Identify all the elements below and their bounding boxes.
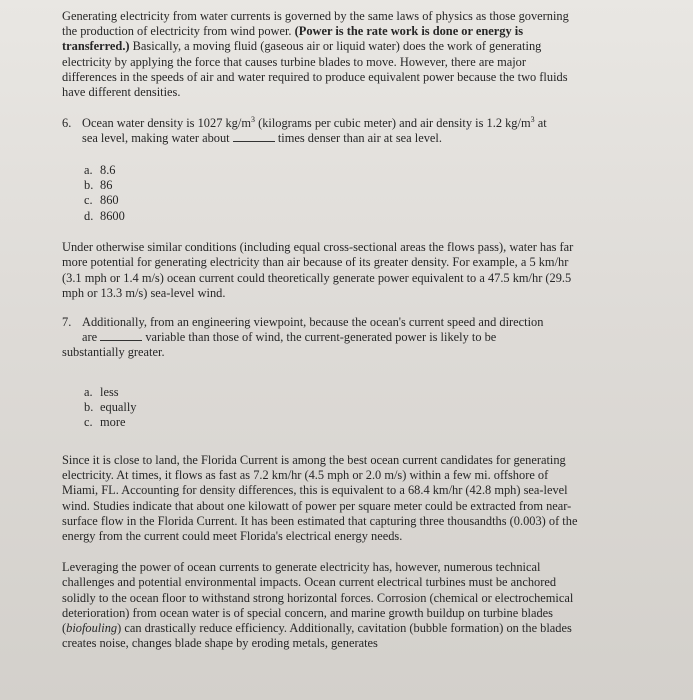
question-7-options xyxy=(62,385,673,431)
option-6d[interactable]: d. 8600 xyxy=(84,208,125,223)
question-6-number: 6. xyxy=(62,116,72,131)
option-6a[interactable]: a. 8.6 xyxy=(84,162,116,177)
option-7c[interactable]: c. more xyxy=(84,415,126,430)
option-6b[interactable]: b. 86 xyxy=(84,178,113,193)
question-7-number: 7. xyxy=(62,315,72,330)
intro-lead: Generating electricity from water currents is governed by the same laws of physics as those governing the production of electricity from wind power. xyxy=(62,9,569,39)
paragraph-challenges: Leveraging the power of ocean currents to generate electricity has, however, numerous technical challenges and potential environmental impacts. Ocean current electrical turbines must be anchored solidly to the ocean floor to withstand strong horizontal forces. Corrosion (chemical or electrochemical deterioration) from ocean water is of special concern, and marine growth buildup on turbine blades (biofouling) can drastically reduce efficiency. Additionally, cavitation (bubble formation) on the blades creates noise, changes blade shape by eroding metals, generates xyxy=(62,560,574,651)
option-6c[interactable]: c. 860 xyxy=(84,193,119,208)
question-7-text: Additionally, from an engineering viewpoint, because the ocean's current speed and direction xyxy=(82,315,544,330)
paragraph-florida-current: Since it is close to land, the Florida Current is among the best ocean current candidates for generating electricity. At times, it flows as fast as 7.2 km/hr (4.5 mph or 2.0 m/s) within a few mi. offshore of Miami, FL. Accounting for density differences, this is equivalent to a 68.4 km/hr (42.8 mph) sea-level wind. Studies indicate that about one kilowatt of power per square meter could be extracted from near-surface flow in the Florida Current. It has been estimated that capturing three thousandths (0.003) of the energy from the current could meet Florida's electrical energy needs. xyxy=(62,452,578,543)
paragraph-density: Under otherwise similar conditions (including equal cross-sectional areas the flows pass), water has far more potential for generating electricity than air because of its greater density. For example, a 5 km/hr (3.1 mph or 1.4 m/s) ocean current could theoretically generate power equivalent to a 47.5 km/hr (29.5 mph or 13.3 m/s) sea-level wind. xyxy=(62,240,574,300)
question-6-options xyxy=(62,163,673,225)
question-7: 7. Additionally, from an engineering viewpoint, because the ocean's current speed and direction are variable than those of wind, the current-generated power is likely to be substantially greater. a. less b. equally c. more xyxy=(62,315,673,431)
question-6-text: Ocean water density is 1027 $kg/m^3$ (kilograms per cubic meter) and air density is 1.2 $kg/m^3$ at sea level, making water about times denser than air at sea level. xyxy=(82,115,547,146)
option-7a[interactable]: a. less xyxy=(84,384,119,399)
power-definition: (Power is the rate work is done or energy is transferred.) xyxy=(62,24,524,54)
answer-blank-6[interactable] xyxy=(233,131,275,142)
question-6 xyxy=(62,116,673,224)
intro-paragraph xyxy=(62,9,582,100)
option-7b[interactable]: b. equally xyxy=(84,400,137,415)
intro-rest: Basically, a moving fluid (gaseous air or liquid water) does the work of generating electricity by applying the force that causes turbine blades to move. However, there are major differences in the speeds of air and water required to produce equivalent power because the two fluids have different densities. xyxy=(62,39,568,100)
answer-blank-7[interactable] xyxy=(100,330,142,341)
